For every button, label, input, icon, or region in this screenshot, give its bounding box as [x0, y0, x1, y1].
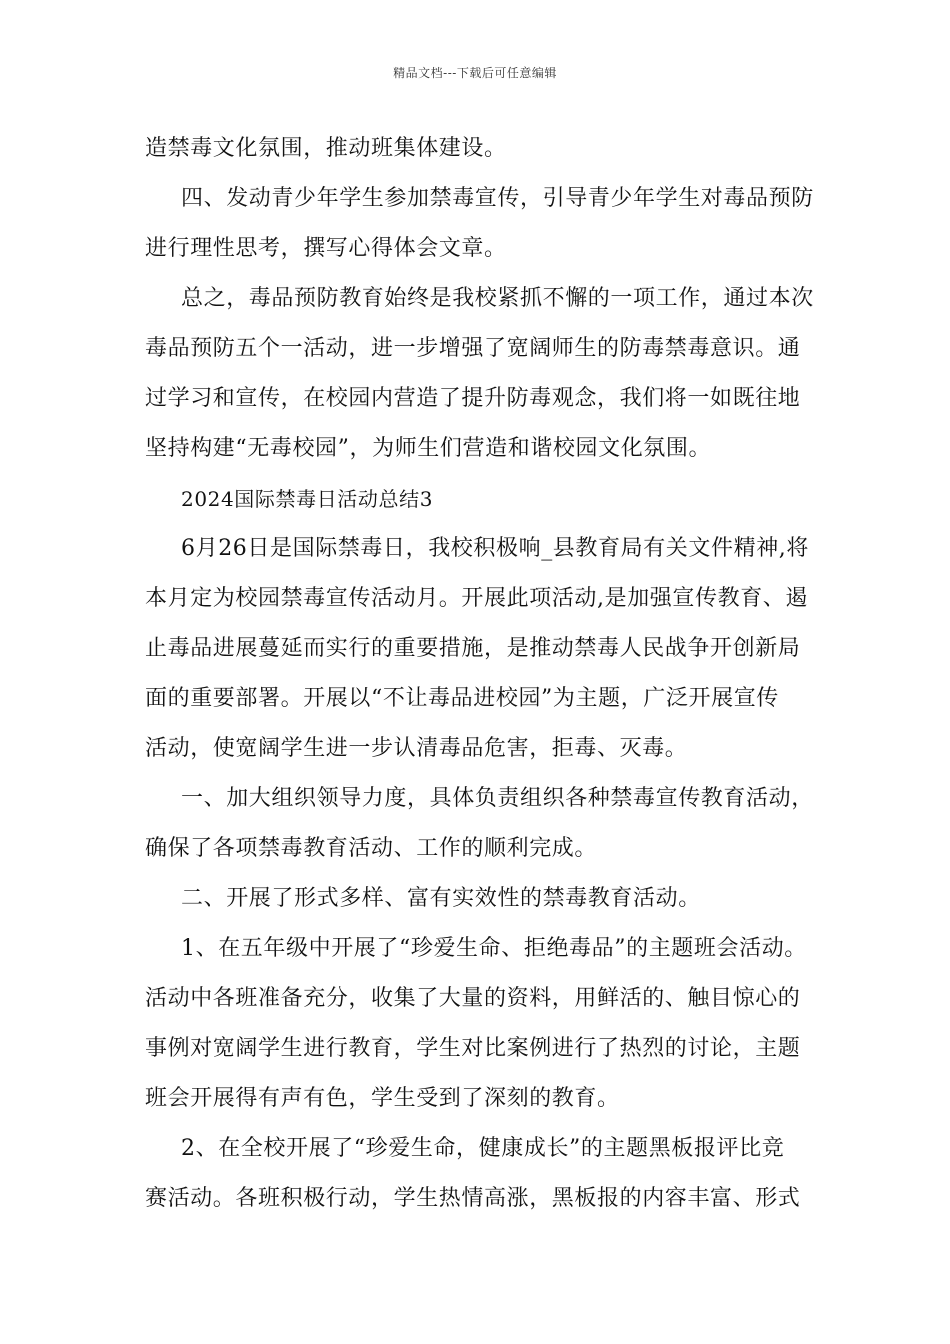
- text-line: 造禁毒文化氛围，推动班集体建设。: [145, 136, 507, 161]
- text-line: 事例对宽阔学生进行教育，学生对比案例进行了热烈的讨论，主题: [145, 1036, 801, 1061]
- text-line: 2、在全校开展了“珍爱生命，健康成长”的主题黑板报评比竞: [181, 1136, 785, 1161]
- section-title: 2024国际禁毒日活动总结3: [181, 487, 434, 511]
- text-line: 一、加大组织领导力度，具体负责组织各种禁毒宣传教育活动，: [181, 786, 814, 811]
- page-header: 精品文档---下载后可任意编辑: [393, 66, 557, 80]
- text-line: 毒品预防五个一活动，进一步增强了宽阔师生的防毒禁毒意识。通: [145, 336, 801, 361]
- text-line: 赛活动。各班积极行动，学生热情高涨，黑板报的内容丰富、形式: [145, 1186, 801, 1211]
- text-line: 总之，毒品预防教育始终是我校紧抓不懈的一项工作，通过本次: [181, 286, 814, 311]
- text-line: 进行理性思考，撰写心得体会文章。: [145, 236, 507, 261]
- text-line: 二、开展了形式多样、富有实效性的禁毒教育活动。: [181, 886, 701, 911]
- text-line: 四、发动青少年学生参加禁毒宣传，引导青少年学生对毒品预防: [181, 186, 814, 211]
- text-line: 活动中各班准备充分，收集了大量的资料，用鲜活的、触目惊心的: [145, 986, 801, 1011]
- text-line: 本月定为校园禁毒宣传活动月。开展此项活动,是加强宣传教育、遏: [145, 586, 808, 611]
- text-line: 活动，使宽阔学生进一步认清毒品危害，拒毒、灭毒。: [145, 736, 688, 761]
- text-line: 止毒品进展蔓延而实行的重要措施，是推动禁毒人民战争开创新局: [145, 636, 801, 661]
- text-line: 6月26日是国际禁毒日，我校积极响_县教育局有关文件精神,将: [181, 536, 809, 561]
- text-line: 面的重要部署。开展以“不让毒品进校园”为主题，广泛开展宣传: [145, 686, 779, 711]
- text-line: 1、在五年级中开展了“珍爱生命、拒绝毒品”的主题班会活动。: [181, 936, 807, 961]
- text-line: 过学习和宣传，在校园内营造了提升防毒观念，我们将一如既往地: [145, 386, 801, 411]
- text-line: 确保了各项禁毒教育活动、工作的顺利完成。: [145, 836, 598, 861]
- text-line: 班会开展得有声有色，学生受到了深刻的教育。: [145, 1086, 620, 1111]
- document-body: [145, 124, 815, 1224]
- text-line: 坚持构建“无毒校园”，为师生们营造和谐校园文化氛围。: [145, 436, 712, 461]
